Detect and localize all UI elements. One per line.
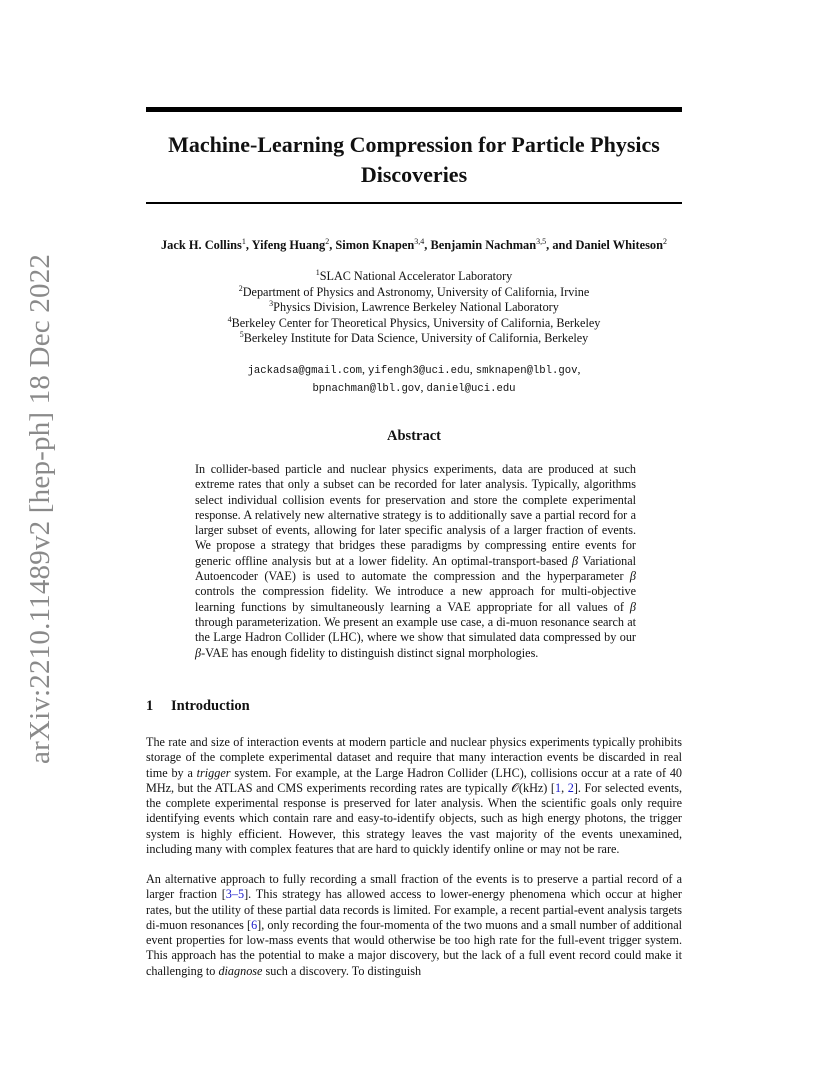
citation-link[interactable]: 1 [555, 780, 562, 795]
affiliation: $^5$Berkeley Institute for Data Science, University of California, Berkeley [239, 330, 589, 345]
section-title: Introduction [171, 698, 250, 714]
email-list: jackadsa@gmail.com, yifengh3@uci.edu, smknapen@lbl.gov, bpnachman@lbl.gov, daniel@uci.edu [247, 362, 581, 395]
affiliation: $^1$SLAC National Accelerator Laboratory [315, 268, 513, 283]
section-number: 1 [146, 698, 154, 714]
body-paragraph: An alternative approach to fully recording a small fraction of the events is to preserve a partial record of a larger fraction [3–5]. This strategy has allowed access to lower-energy phenomena which occur at higher rates, but the utility of these partial data records is limited. For example, a recent partial-event analysis targets di-muon resonances [6], only recording the four-momenta of the two muons and a small number of additional event properties for low-mass events that would otherwise be too high rate for the full-event trigger system. This approach has the potential to make a major discovery, but the lack of a full event record could make it challenging to diagnose such a discovery. To distinguish [146, 872, 682, 978]
title-top-rule [146, 107, 682, 112]
author-affiliation-mark: 3,4 [414, 237, 425, 246]
abstract-heading: Abstract [387, 428, 441, 444]
author-affiliation-mark: 3,5 [536, 237, 547, 246]
citation-link[interactable]: 2 [567, 780, 574, 795]
author-list: Jack H. Collins$^1$, Yifeng Huang$^2$, Simon Knapen$^{3,4}$, Benjamin Nachman$^{3,5}$, and Daniel Whiteson$^2$ [160, 237, 667, 252]
citation-link[interactable]: 3–5 [225, 887, 245, 902]
email-link[interactable]: yifengh3@uci.edu [368, 365, 470, 377]
affiliation: $^3$Physics Division, Lawrence Berkeley National Laboratory [269, 299, 559, 314]
author-name: Jack H. Collins [160, 238, 242, 252]
affiliation-list [146, 269, 682, 347]
author-affiliation-mark: 1 [241, 237, 246, 246]
arxiv-stamp[interactable]: arXiv:2210.11489v2 [hep-ph] 18 Dec 2022 [24, 253, 56, 764]
body-paragraph: The rate and size of interaction events at modern particle and nuclear physics experiments typically prohibits storage of the complete experimental dataset and require that many interaction events be discarded in real time by a trigger system. For example, at the Large Hadron Collider (LHC), collisions occur at a rate of 40 MHz, but the ATLAS and CMS experiments recording rates are typically 𝒪(kHz) [1, 2]. For selected events, the complete experimental response is preserved for later analysis. When the scientific goals only require identifying events which contain rare and easy-to-identify objects, such as high energy photons, the trigger system is highly efficient. However, this strategy leaves the vast majority of the events unexamined, including many with complex features that are hard to quickly identify online or may not be rare. [146, 735, 683, 857]
abstract-body: In collider-based particle and nuclear physics experiments, data are produced at such extreme rates that only a subset can be recorded for later analysis. Typically, algorithms select individual collision events for preservation and store the complete experimental response. A relatively new alternative strategy is to additionally save a partial record for a larger subset of events, allowing for later specific analysis of a larger fraction of events. We propose a strategy that bridges these paradigms by compressing entire events for generic offline analysis but at a lower fidelity. An optimal-transport-based β Variational Autoencoder (VAE) is used to automate the compression and the hyperparameter β controls the compression fidelity. We introduce a new approach for multi-objective learning functions by simultaneously learning a VAE appropriate for all values of β through parameterization. We present an example use case, a di-muon resonance search at the Large Hadron Collider (LHC), where we show that simulated data compressed by our β-VAE has enough fidelity to distinguish distinct signal morphologies. [195, 462, 636, 660]
section-heading [146, 698, 250, 715]
author-affiliation-mark: 2 [325, 237, 330, 246]
affiliation: $^4$Berkeley Center for Theoretical Physics, University of California, Berkeley [227, 314, 601, 330]
author-affiliation-mark: 2 [663, 237, 667, 246]
email-link[interactable]: smknapen@lbl.gov [475, 365, 578, 377]
author-name: Daniel Whiteson [575, 238, 663, 252]
author-name: Simon Knapen [335, 238, 415, 252]
title-bottom-rule [146, 202, 682, 204]
email-link[interactable]: daniel@uci.edu [426, 383, 516, 395]
author-name: Benjamin Nachman [430, 238, 537, 252]
paper-title: Machine-Learning Compression for Particle Physics Discoveries [168, 132, 660, 187]
email-link[interactable]: jackadsa@gmail.com [247, 365, 362, 377]
author-name: Yifeng Huang [251, 238, 326, 252]
email-link[interactable]: bpnachman@lbl.gov [312, 383, 421, 395]
affiliation: $^2$Department of Physics and Astronomy, University of California, Irvine [238, 283, 590, 299]
author-conjunction: and [552, 238, 573, 252]
citation-link[interactable]: 6 [251, 917, 258, 932]
